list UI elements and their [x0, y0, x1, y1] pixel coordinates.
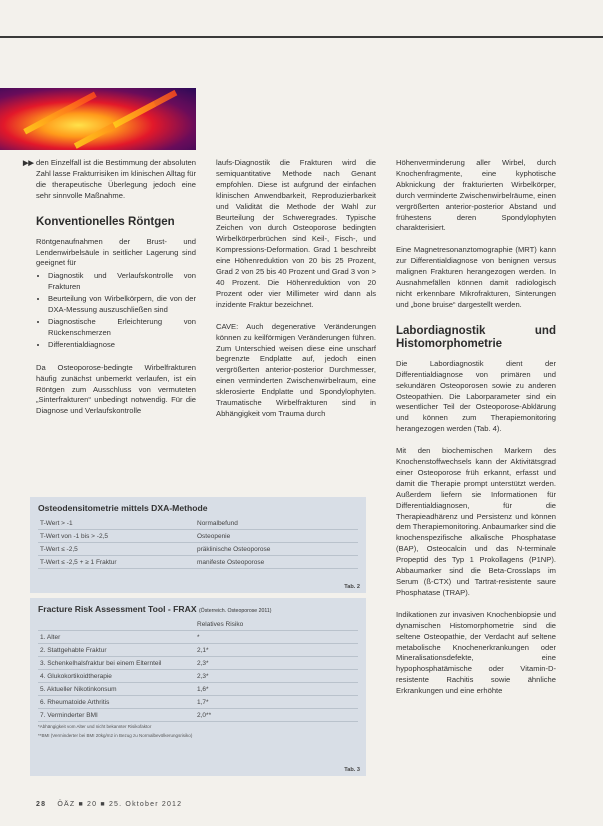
continuation-marker-icon: ▶▶ — [23, 160, 34, 167]
table-cell: Normalbefund — [197, 519, 238, 527]
list-item: • Diagnostik und Verlaufskontrolle von Frakturen — [48, 271, 196, 293]
list-item: • Beurteilung von Wirbelkörpern, die von der DXA-Messung auszuschließen sind — [48, 294, 196, 316]
column-3 — [396, 158, 556, 697]
column-1 — [23, 158, 196, 417]
table-3-title — [30, 598, 366, 618]
list-item: • Diagnostische Erleichterung von Rückenschmerzen — [48, 317, 196, 339]
table-cell: 1. Alter — [40, 633, 61, 641]
table-row — [38, 631, 358, 644]
table-row — [38, 530, 358, 543]
table-cell: 1,7* — [197, 698, 209, 706]
table-row — [38, 696, 358, 709]
table-cell: 2. Stattgehabte Fraktur — [40, 646, 107, 654]
table-cell: 2,1* — [197, 646, 209, 654]
publication-info: ÖÄZ ■ 20 ■ 25. Oktober 2012 — [57, 801, 183, 808]
table-cell: 5. Aktueller Nikotinkonsum — [40, 685, 117, 693]
table-row — [38, 644, 358, 657]
table-cell: präklinische Osteoporose — [197, 545, 271, 553]
col3-paragraph-4: Mit den biochemischen Markern des Knochenstoffwechsels kann der Aktivitätsgrad einer Osteoporose früh erkannt, erfasst und damit die Therapie prompt unterstützt werden. Außerdem liefern sie Informationen für Differentialdiagnosen, für die Therapieadhärenz und Persistenz und können dem Therapiemonitoring. Anbaumarker sind die knochenspezifische alkalische Phosphatase (BAP), Osteocalcin und das N-terminale Propeptid des Typ 1 Prokollagens (P1NP). Abbaumarker sind die Beta-Crosslaps im Serum (ß-CTX) und Tartrat-resistente saure Phosphatase (TRAP). — [396, 446, 556, 597]
table-3-title-text: Fracture Risk Assessment Tool - FRAX — [38, 604, 197, 614]
table-3-title-source: (Österreich. Osteoporose 2011) — [198, 608, 272, 614]
table-cell: Osteopenie — [197, 532, 231, 540]
table-3-frax — [30, 598, 366, 776]
col1-paragraph-1: Röntgenaufnahmen der Brust- und Lendenwirbelsäule in seitlicher Lagerung sind geeignet für — [36, 236, 196, 268]
table-cell: 2,3* — [197, 672, 209, 680]
table-cell: T-Wert ≤ -2,5 — [40, 545, 78, 553]
table-row — [38, 683, 358, 696]
table-cell: 7. Verminderter BMI — [40, 711, 98, 719]
table-cell: 6. Rheumatoide Arthritis — [40, 698, 110, 706]
top-rule — [0, 36, 603, 38]
table-header-row — [38, 618, 358, 631]
table-row — [38, 709, 358, 722]
table-row — [38, 556, 358, 569]
table-row — [38, 543, 358, 556]
table-3-footnote: **BMI (Verminderter bei BMI 20kg/m2 in Bezug zu Normalbevölkerungsrisiko) — [38, 732, 193, 738]
table-cell: T-Wert von -1 bis > -2,5 — [40, 532, 108, 540]
header-image — [0, 88, 196, 150]
indication-list — [36, 271, 196, 350]
heading-labordiagnostik: Labordiagnostik und Histomorphometrie — [396, 324, 556, 350]
table-cell: 2,3* — [197, 659, 209, 667]
table-cell: 2,0** — [197, 711, 212, 719]
col3-paragraph-5: Indikationen zur invasiven Knochenbiopsie und dynamischen Histomorphometrie sind die seltene Osteopathie, der Verdacht auf seltene metabolische Knochenerkrankungen oder Mineralisationsdefekte, eine hypophosphatämische oder Vitamin-D-resistente Rachitis sowie ähnliche Erkrankungen und eine erhöhte — [396, 609, 556, 696]
table-row — [38, 670, 358, 683]
col3-paragraph-3: Die Labordiagnostik dient der Differentialdiagnose von primären und sekundären Osteoporosen sowie zu anderen Osteopathien. Die Laborparameter sind ein wesentlicher Teil der Osteoporose-Abklärung und können zum Therapiemonitoring herangezogen werden (Tab. 4). — [396, 358, 556, 434]
col2-paragraph-2: CAVE: Auch degenerative Veränderungen können zu keilförmigen Veränderungen führen. Zum Unterschied weisen diese eine unscharf begrenzte Endplatte auf, jedoch einen vergrößerten anterior-posterior Durchmesser, einen verminderten Zwischenwirbelraum, eine sklerosierte Endplatte und Spondylophyten. Traumatische Wirbelfrakturen sind in Abhängigkeit vom Trauma durch — [216, 321, 376, 418]
page-footer — [36, 801, 182, 808]
table-cell: 3. Schenkelhalsfraktur bei einem Elternteil — [40, 659, 162, 667]
table-cell: T-Wert ≤ -2,5 + ≥ 1 Fraktur — [40, 558, 117, 566]
table-cell: 1,6* — [197, 685, 209, 693]
table-cell: T-Wert > -1 — [40, 519, 73, 527]
page-number: 28 — [36, 801, 47, 808]
table-2-title: Osteodensitometrie mittels DXA-Methode — [38, 503, 208, 513]
table-row — [38, 657, 358, 670]
table-cell: 4. Glukokortikoidtherapie — [40, 672, 112, 680]
col3-paragraph-2: Eine Magnetresonanztomographie (MRT) kann zur Differentialdiagnose von benignen versus malignen Frakturen herangezogen werden. In Ausnahmefällen können damit radiologisch nicht erkennbare Mikrofrakturen, Sinterungen und „bone bruise“ dargestellt werden. — [396, 245, 556, 309]
col2-paragraph-1: laufs-Diagnostik die Frakturen wird die semiquantitative Methode nach Genant empfohlen. Diese ist aufgrund der einfachen klinischen Anwendbarkeit, Reproduzierbarkeit und Validität die Methode der Wahl zur Beurteilung der Schweregrades. Typische Zeichen von durch Osteoporose bedingten Wirbelkörperbrüchen sind Keil-, Fisch-, und Kompressions-Deformation. Grad 1 beschreibt eine Höhenreduktion von 20 bis 25 Prozent, Grad 2 von 25 bis 40 Prozent und Grad 3 von > 40 Prozent. Die Höhenreduktion von 20 Prozent oder vier Millimeter wird dann als inzidente Fraktur bezeichnet. — [216, 158, 376, 309]
table-cell: * — [197, 633, 200, 641]
table-3-label: Tab. 3 — [344, 767, 360, 773]
col3-paragraph-1: Höhenverminderung aller Wirbel, durch Knochenfragmente, eine kyphotische Abknickung der frakturierten Wirbelkörper, durch verminderte Zwischenwirbelräume, einen vergrößerten anterior-posterior Abstand und frühestens deren Spondylophyten charakterisiert. — [396, 158, 556, 233]
list-item: • Differentialdiagnose — [48, 340, 196, 351]
table-2-dxa — [30, 497, 366, 593]
col1-intro: den Einzelfall ist die Bestimmung der absoluten Zahl lasse Frakturrisiken im klinischen Alltag für die therapeutische Überlegung jedoch eine sehr sinnvolle Maßnahme. — [36, 158, 196, 200]
table-3-footnote: *Abhängigkeit vom Alter und nicht bekannter Risikofaktor — [38, 724, 152, 729]
heading-roentgen: Konventionelles Röntgen — [36, 215, 175, 228]
table-row — [38, 517, 358, 530]
table-2-label: Tab. 2 — [344, 584, 360, 590]
table-cell: manifeste Osteoporose — [197, 558, 265, 566]
column-2 — [216, 158, 376, 420]
col1-paragraph-2: Da Osteoporose-bedingte Wirbelfrakturen häufig zunächst unbemerkt verlaufen, ist ein Röntgen zum Ausschluss von vermuteten „Sinterfrakturen“ unbedingt notwendig. Für die Diagnose und Verlaufskontrolle — [36, 362, 196, 416]
table-header-cell: Relatives Risiko — [197, 620, 244, 628]
